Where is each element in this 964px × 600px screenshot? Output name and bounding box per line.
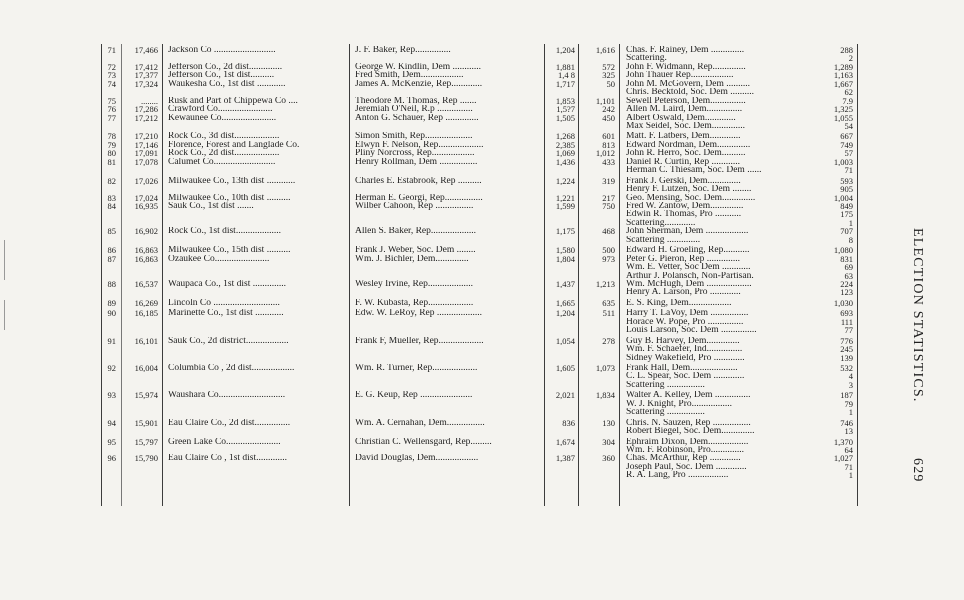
opponent-name: Horace W. Pope, Pro ............... bbox=[626, 317, 744, 327]
opponent-votes: 905 bbox=[840, 185, 853, 194]
opponent-name: John Thauer Rep.................. bbox=[626, 71, 734, 80]
opponent-name: Frank Hall, Dem.................... bbox=[626, 363, 738, 373]
elected-votes: 2,021 bbox=[555, 391, 575, 400]
opponent-name: Wm. E. Vetter, Soc Dem ............ bbox=[626, 263, 751, 272]
plurality: 813 bbox=[602, 140, 615, 150]
plurality: 50 bbox=[606, 79, 615, 89]
plurality: 601 bbox=[602, 132, 615, 141]
opponent-votes: 54 bbox=[844, 121, 853, 131]
opponent-name: Scattering. bbox=[626, 54, 667, 63]
opponent-name: C. L. Spear, Soc. Dem ............. bbox=[626, 372, 745, 381]
district-name: Rock Co., 1st dist................... bbox=[168, 227, 281, 236]
elected-member: Anton G. Schauer, Rep .............. bbox=[355, 113, 479, 123]
population-count: 17,078 bbox=[134, 157, 158, 167]
opponent-name: Scattering............. bbox=[626, 218, 696, 228]
opponent-votes: 1 bbox=[848, 471, 853, 480]
population-count: 16,537 bbox=[134, 279, 158, 289]
opponent-name: Peter G. Pieron, Rep .............. bbox=[626, 254, 740, 264]
elected-votes: 1,881 bbox=[555, 62, 575, 72]
elected-member: George W. Kindlin, Dem ............ bbox=[355, 62, 481, 72]
district-number: 86 bbox=[107, 246, 116, 255]
plurality: 242 bbox=[602, 105, 615, 114]
elected-votes: 1,436 bbox=[555, 157, 575, 167]
opponent-votes: 175 bbox=[840, 210, 853, 219]
table-row bbox=[0, 364, 880, 391]
opponent-votes: 224 bbox=[840, 279, 853, 289]
district-name: Rock Co., 2d dist................... bbox=[168, 149, 280, 158]
district-number: 85 bbox=[107, 227, 116, 236]
district-name: Eau Claire Co , 1st dist............. bbox=[168, 454, 288, 463]
plurality: 468 bbox=[602, 227, 615, 236]
population-count: 16,902 bbox=[134, 227, 158, 236]
opponent-votes: 187 bbox=[840, 391, 853, 400]
district-number: 95 bbox=[107, 437, 116, 447]
opponent-votes: 4 bbox=[848, 372, 853, 381]
population-count: 17,091 bbox=[134, 149, 158, 158]
district-number: 94 bbox=[107, 418, 116, 428]
elected-member: Wm. J. Bichler, Dem.............. bbox=[355, 254, 469, 264]
population-count: 17,286 bbox=[134, 105, 158, 114]
opponent-votes: 693 bbox=[840, 309, 853, 318]
opponent-votes: 746 bbox=[840, 418, 853, 428]
plurality: 635 bbox=[602, 298, 615, 308]
opponent-name: Herman C. Thiesam, Soc. Dem ...... bbox=[626, 166, 762, 175]
district-name: Jackson Co .......................... bbox=[168, 46, 276, 55]
district-number: 80 bbox=[107, 149, 116, 158]
district-number: 90 bbox=[107, 309, 116, 318]
opponent-name: Sewell Peterson, Dem............... bbox=[626, 96, 746, 106]
district-name: Florence, Forest and Langlade Co. bbox=[168, 140, 300, 150]
district-name: Rock Co., 3d dist................... bbox=[168, 132, 280, 141]
plurality: 433 bbox=[602, 157, 615, 167]
opponent-votes: 849 bbox=[840, 201, 853, 211]
opponent-votes: 79 bbox=[844, 399, 853, 409]
opponent-name: Chas. F. Rainey, Dem .............. bbox=[626, 46, 745, 55]
opponent-votes: 8 bbox=[848, 235, 853, 245]
elected-votes: 836 bbox=[562, 418, 575, 428]
opponent-name: Scattering ................ bbox=[626, 380, 705, 390]
opponent-name: Matt. F. Latbers, Dem............. bbox=[626, 132, 741, 141]
opponent-name: Edwin R. Thomas, Pro ........... bbox=[626, 210, 742, 219]
table-row bbox=[0, 202, 880, 227]
elected-member: Henry Rollman, Dem ................ bbox=[355, 157, 478, 167]
opponent-name: Albert Oswald, Dem............. bbox=[626, 113, 736, 123]
opponent-name: Edward Nordman, Dem.............. bbox=[626, 140, 751, 150]
plurality: 278 bbox=[602, 336, 615, 346]
elected-member: Simon Smith, Rep.................... bbox=[355, 132, 473, 141]
district-number: 75 bbox=[107, 96, 116, 106]
elected-member: Fred Smith, Dem.................. bbox=[355, 71, 464, 80]
plurality: 572 bbox=[602, 62, 615, 72]
opponent-name: Fred W. Zantow, Dem.............. bbox=[626, 201, 744, 211]
opponent-votes: 1,027 bbox=[833, 454, 853, 463]
opponent-votes: 111 bbox=[840, 317, 853, 327]
district-name: Sauk Co., 2d district.................. bbox=[168, 336, 289, 346]
opponent-votes: 1,055 bbox=[833, 113, 853, 123]
district-number: 74 bbox=[107, 79, 116, 89]
elected-votes: 1,665 bbox=[555, 298, 575, 308]
opponent-name: Wm. F. Robinson, Pro.............. bbox=[626, 446, 744, 455]
district-name: Rusk and Part of Chippewa Co .... bbox=[168, 96, 298, 106]
page-number: 629 bbox=[910, 458, 925, 483]
district-name: Eau Claire Co., 2d dist............... bbox=[168, 418, 291, 428]
elected-votes: 1,505 bbox=[555, 113, 575, 123]
population-count: 16,004 bbox=[134, 363, 158, 373]
opponent-name: Chris. N. Sauzen, Rep ................ bbox=[626, 418, 751, 428]
opponent-name: E. S. King, Dem.................. bbox=[626, 298, 732, 308]
table-row bbox=[0, 419, 880, 438]
district-number: 83 bbox=[107, 193, 116, 203]
plurality: 1,616 bbox=[595, 46, 615, 55]
district-name: Jefferson Co., 2d dist.............. bbox=[168, 62, 283, 72]
table-row bbox=[0, 309, 880, 336]
elected-member: Herman E. Georgi, Rep................ bbox=[355, 193, 483, 203]
opponent-votes: 776 bbox=[840, 336, 853, 346]
table-row bbox=[0, 280, 880, 299]
opponent-votes: 245 bbox=[840, 345, 853, 354]
district-name: Waukesha Co., 1st dist ............ bbox=[168, 79, 286, 89]
elected-votes: 1,069 bbox=[555, 149, 575, 158]
district-number: 73 bbox=[107, 71, 116, 80]
elected-votes: 1,605 bbox=[555, 363, 575, 373]
opponent-votes: 831 bbox=[840, 254, 853, 264]
elected-votes: 1,204 bbox=[555, 46, 575, 55]
table-row bbox=[0, 63, 880, 71]
opponent-name: Arthur J. Polansch, Non-Partisan. bbox=[626, 271, 754, 281]
table-row bbox=[0, 114, 880, 133]
district-number: 79 bbox=[107, 140, 116, 150]
district-name: Crawford Co....................... bbox=[168, 105, 273, 114]
opponent-votes: 707 bbox=[840, 227, 853, 236]
opponent-votes: 1,030 bbox=[833, 298, 853, 308]
elected-votes: 1,224 bbox=[555, 176, 575, 186]
opponent-name: Sidney Wakefield, Pro ............. bbox=[626, 353, 745, 363]
population-count: 15,974 bbox=[134, 391, 158, 400]
opponent-name: John Sherman, Dem .................. bbox=[626, 227, 749, 236]
population-count: 17,324 bbox=[134, 79, 158, 89]
district-number: 82 bbox=[107, 176, 116, 186]
plurality: 450 bbox=[602, 113, 615, 123]
opponent-votes: 3 bbox=[848, 380, 853, 390]
elected-member: Frank F, Mueller, Rep................... bbox=[355, 336, 484, 346]
district-name: Lincoln Co ............................ bbox=[168, 298, 280, 308]
elected-votes: 1,853 bbox=[555, 96, 575, 106]
opponent-votes: 71 bbox=[844, 166, 853, 175]
district-name: Ozaukee Co....................... bbox=[168, 254, 270, 264]
district-name: Waupaca Co., 1st dist .............. bbox=[168, 279, 286, 289]
plurality: 325 bbox=[602, 71, 615, 80]
elected-votes: 1,437 bbox=[555, 279, 575, 289]
population-count: 17,212 bbox=[134, 113, 158, 123]
district-number: 72 bbox=[107, 62, 116, 72]
elected-votes: 1,268 bbox=[555, 132, 575, 141]
district-name: Milwaukee Co., 10th dist .......... bbox=[168, 193, 291, 203]
opponent-name: Frank J. Gerski, Dem.............. bbox=[626, 176, 741, 186]
population-count: 17,026 bbox=[134, 176, 158, 186]
opponent-name: Allen M. Laird, Dem............... bbox=[626, 105, 743, 114]
opponent-name: Wm. F. Schaefer, Ind............... bbox=[626, 345, 743, 354]
elected-member: Edw. W. LeRoy, Rep ................... bbox=[355, 309, 483, 318]
opponent-votes: 2 bbox=[848, 54, 853, 63]
table-row bbox=[0, 454, 880, 479]
elected-member: Wm. A. Cernahan, Dem................ bbox=[355, 418, 485, 428]
table-row bbox=[0, 227, 880, 246]
opponent-name: John R. Herro, Soc. Dem.......... bbox=[626, 149, 746, 158]
opponent-name: Geo. Mensing, Soc. Dem.............. bbox=[626, 193, 756, 203]
elected-member: Allen S. Baker, Rep................... bbox=[355, 227, 476, 236]
table-row bbox=[0, 97, 880, 105]
district-name: Milwaukee Co., 15th dist .......... bbox=[168, 246, 291, 255]
opponent-name: John M. McGovern, Dem .......... bbox=[626, 79, 751, 89]
opponent-votes: 62 bbox=[844, 88, 853, 97]
table-row bbox=[0, 132, 880, 140]
district-number: 88 bbox=[107, 279, 116, 289]
elected-member: Elwyn F. Nelson, Rep................... bbox=[355, 140, 484, 150]
population-count: ........ bbox=[141, 96, 158, 106]
elected-member: Frank J. Weber, Soc. Dem ........ bbox=[355, 246, 476, 255]
table-row bbox=[0, 255, 880, 280]
population-count: 17,024 bbox=[134, 193, 158, 203]
election-table bbox=[0, 46, 880, 480]
opponent-votes: 69 bbox=[844, 263, 853, 272]
opponent-name: Louis Larson, Soc. Dem ............... bbox=[626, 326, 757, 335]
population-count: 16,935 bbox=[134, 201, 158, 211]
elected-votes: 1,599 bbox=[555, 201, 575, 211]
elected-votes: 1,4 8 bbox=[558, 71, 575, 80]
population-count: 17,412 bbox=[134, 62, 158, 72]
opponent-votes: 1,080 bbox=[833, 246, 853, 255]
opponent-votes: 139 bbox=[840, 353, 853, 363]
elected-votes: 2,385 bbox=[555, 140, 575, 150]
opponent-votes: 1,004 bbox=[833, 193, 853, 203]
population-count: 15,901 bbox=[134, 418, 158, 428]
population-count: 16,863 bbox=[134, 246, 158, 255]
elected-member: James A. McKenzie, Rep............. bbox=[355, 79, 483, 89]
opponent-name: Edward H. Groeling, Rep........... bbox=[626, 246, 750, 255]
plurality: 1,213 bbox=[595, 279, 615, 289]
table-row bbox=[0, 149, 880, 157]
elected-votes: 1,580 bbox=[555, 246, 575, 255]
population-count: 16,101 bbox=[134, 336, 158, 346]
opponent-votes: 57 bbox=[844, 149, 853, 158]
opponent-name: Robert Biegel, Soc. Dem.............. bbox=[626, 427, 755, 436]
population-count: 15,797 bbox=[134, 437, 158, 447]
plurality: 360 bbox=[602, 454, 615, 463]
table-row bbox=[0, 337, 880, 364]
elected-votes: 1,204 bbox=[555, 309, 575, 318]
opponent-name: Guy B. Harvey, Dem.............. bbox=[626, 336, 740, 346]
elected-member: J. F. Baker, Rep............... bbox=[355, 46, 451, 55]
plurality: 511 bbox=[602, 309, 615, 318]
table-row bbox=[0, 141, 880, 149]
district-number: 76 bbox=[107, 105, 116, 114]
elected-votes: 1,221 bbox=[555, 193, 575, 203]
elected-votes: 1,804 bbox=[555, 254, 575, 264]
table-row bbox=[0, 299, 880, 309]
table-row bbox=[0, 105, 880, 113]
table-row bbox=[0, 438, 880, 455]
plurality: 1,012 bbox=[595, 149, 615, 158]
opponent-name: R. A. Lang, Pro ................. bbox=[626, 471, 729, 480]
district-number: 96 bbox=[107, 454, 116, 463]
plurality: 1,834 bbox=[595, 391, 615, 400]
opponent-votes: 1,003 bbox=[833, 157, 853, 167]
elected-votes: 1,054 bbox=[555, 336, 575, 346]
elected-votes: 1,717 bbox=[555, 79, 575, 89]
elected-member: Wesley Irvine, Rep................... bbox=[355, 279, 473, 289]
elected-votes: 1,674 bbox=[555, 437, 575, 447]
opponent-name: Max Seidel, Soc. Dem.............. bbox=[626, 121, 746, 131]
district-name: Jefferson Co., 1st dist.......... bbox=[168, 71, 275, 80]
table-row bbox=[0, 80, 880, 97]
district-name: Green Lake Co....................... bbox=[168, 437, 281, 447]
population-count: 17,210 bbox=[134, 132, 158, 141]
table-row bbox=[0, 194, 880, 202]
elected-votes: 1,175 bbox=[555, 227, 575, 236]
district-number: 77 bbox=[107, 113, 116, 123]
opponent-votes: 1,667 bbox=[833, 79, 853, 89]
opponent-votes: 288 bbox=[840, 46, 853, 55]
elected-member: David Douglas, Dem.................. bbox=[355, 454, 479, 463]
opponent-name: Wm. McHugh, Dem ................... bbox=[626, 279, 752, 289]
population-count: 17,146 bbox=[134, 140, 158, 150]
elected-member: Theodore M. Thomas, Rep ....... bbox=[355, 96, 477, 106]
opponent-name: John F. Widmann, Rep.............. bbox=[626, 62, 746, 72]
table-row bbox=[0, 246, 880, 254]
district-number: 71 bbox=[107, 46, 116, 55]
table-row bbox=[0, 391, 880, 418]
opponent-name: Scattering .............. bbox=[626, 235, 701, 245]
opponent-votes: 1,163 bbox=[833, 71, 853, 80]
opponent-votes: 532 bbox=[840, 363, 853, 373]
district-number: 81 bbox=[107, 157, 116, 167]
population-count: 16,269 bbox=[134, 298, 158, 308]
table-row bbox=[0, 158, 880, 177]
district-name: Calumet Co.......................... bbox=[168, 157, 276, 167]
district-number: 91 bbox=[107, 336, 116, 346]
elected-member: Pliny Norcross, Rep.................. bbox=[355, 149, 475, 158]
district-number: 92 bbox=[107, 363, 116, 373]
opponent-name: Chas. McArthur, Rep ............. bbox=[626, 454, 741, 463]
opponent-name: Ephraim Dixon, Dem................. bbox=[626, 437, 749, 447]
population-count: 17,466 bbox=[134, 46, 158, 55]
plurality: 750 bbox=[602, 201, 615, 211]
population-count: 16,185 bbox=[134, 309, 158, 318]
plurality: 1,073 bbox=[595, 363, 615, 373]
opponent-votes: 123 bbox=[840, 288, 853, 297]
district-name: Marinette Co., 1st dist ............ bbox=[168, 309, 284, 318]
opponent-votes: 77 bbox=[844, 326, 853, 335]
opponent-votes: 1,289 bbox=[833, 62, 853, 72]
opponent-votes: 749 bbox=[840, 140, 853, 150]
opponent-votes: 63 bbox=[844, 271, 853, 281]
opponent-name: Walter A. Kelley, Dem ............... bbox=[626, 391, 751, 400]
elected-member: Wilber Cahoon, Rep ................ bbox=[355, 201, 474, 211]
opponent-votes: 1,370 bbox=[833, 437, 853, 447]
opponent-name: Scattering ................ bbox=[626, 408, 705, 417]
district-number: 87 bbox=[107, 254, 116, 264]
table-row bbox=[0, 71, 880, 79]
population-count: 15,790 bbox=[134, 454, 158, 463]
opponent-name: Henry A. Larson, Pro ............. bbox=[626, 288, 741, 297]
plurality: 973 bbox=[602, 254, 615, 264]
district-name: Kewaunee Co....................... bbox=[168, 113, 277, 123]
elected-member: Wm. R. Turner, Rep................... bbox=[355, 363, 478, 373]
district-number: 89 bbox=[107, 298, 116, 308]
table-row bbox=[0, 177, 880, 194]
district-name: Waushara Co............................ bbox=[168, 391, 286, 400]
plurality: 304 bbox=[602, 437, 615, 447]
elected-votes: 1,5?7 bbox=[556, 105, 575, 114]
opponent-name: W. J. Knight, Pro................. bbox=[626, 399, 733, 409]
population-count: 17,377 bbox=[134, 71, 158, 80]
plurality: 130 bbox=[602, 418, 615, 428]
plurality: 217 bbox=[602, 193, 615, 203]
district-number: 84 bbox=[107, 201, 116, 211]
page-header: ELECTION STATISTICS. bbox=[910, 228, 925, 403]
plurality: 1,101 bbox=[595, 96, 615, 106]
plurality: 500 bbox=[602, 246, 615, 255]
opponent-name: Harry T. LaVoy, Dem ................ bbox=[626, 309, 749, 318]
elected-member: Jeremiah O'Neil, R.p ............... bbox=[355, 105, 473, 114]
opponent-name: Chris. Becktold, Soc. Dem .......... bbox=[626, 88, 754, 97]
opponent-votes: 1 bbox=[848, 408, 853, 417]
opponent-votes: 7.9 bbox=[842, 96, 853, 106]
elected-member: Charles E. Estabrook, Rep .......... bbox=[355, 176, 482, 186]
elected-votes: 1,387 bbox=[555, 454, 575, 463]
opponent-votes: 1 bbox=[848, 218, 853, 228]
opponent-votes: 1,325 bbox=[833, 105, 853, 114]
opponent-name: Daniel R. Curtin, Rep ............ bbox=[626, 157, 740, 167]
district-number: 93 bbox=[107, 391, 116, 400]
population-count: 16,863 bbox=[134, 254, 158, 264]
opponent-votes: 593 bbox=[840, 176, 853, 186]
opponent-name: Joseph Paul, Soc. Dem ............. bbox=[626, 462, 747, 472]
district-name: Columbia Co , 2d dist.................. bbox=[168, 363, 295, 373]
district-name: Sauk Co., 1st dist ....... bbox=[168, 201, 254, 211]
opponent-votes: 64 bbox=[844, 446, 853, 455]
table-row bbox=[0, 46, 880, 63]
opponent-name: Henry F. Lutzen, Soc. Dem ........ bbox=[626, 185, 752, 194]
opponent-votes: 71 bbox=[844, 462, 853, 472]
plurality: 319 bbox=[602, 176, 615, 186]
elected-member: F. W. Kubasta, Rep................... bbox=[355, 298, 474, 308]
district-number: 78 bbox=[107, 132, 116, 141]
elected-member: E. G. Keup, Rep ...................... bbox=[355, 391, 473, 400]
opponent-votes: 13 bbox=[844, 427, 853, 436]
opponent-votes: 667 bbox=[840, 132, 853, 141]
district-name: Milwaukee Co., 13th dist ............ bbox=[168, 176, 296, 186]
elected-member: Christian C. Wellensgard, Rep......... bbox=[355, 437, 492, 447]
